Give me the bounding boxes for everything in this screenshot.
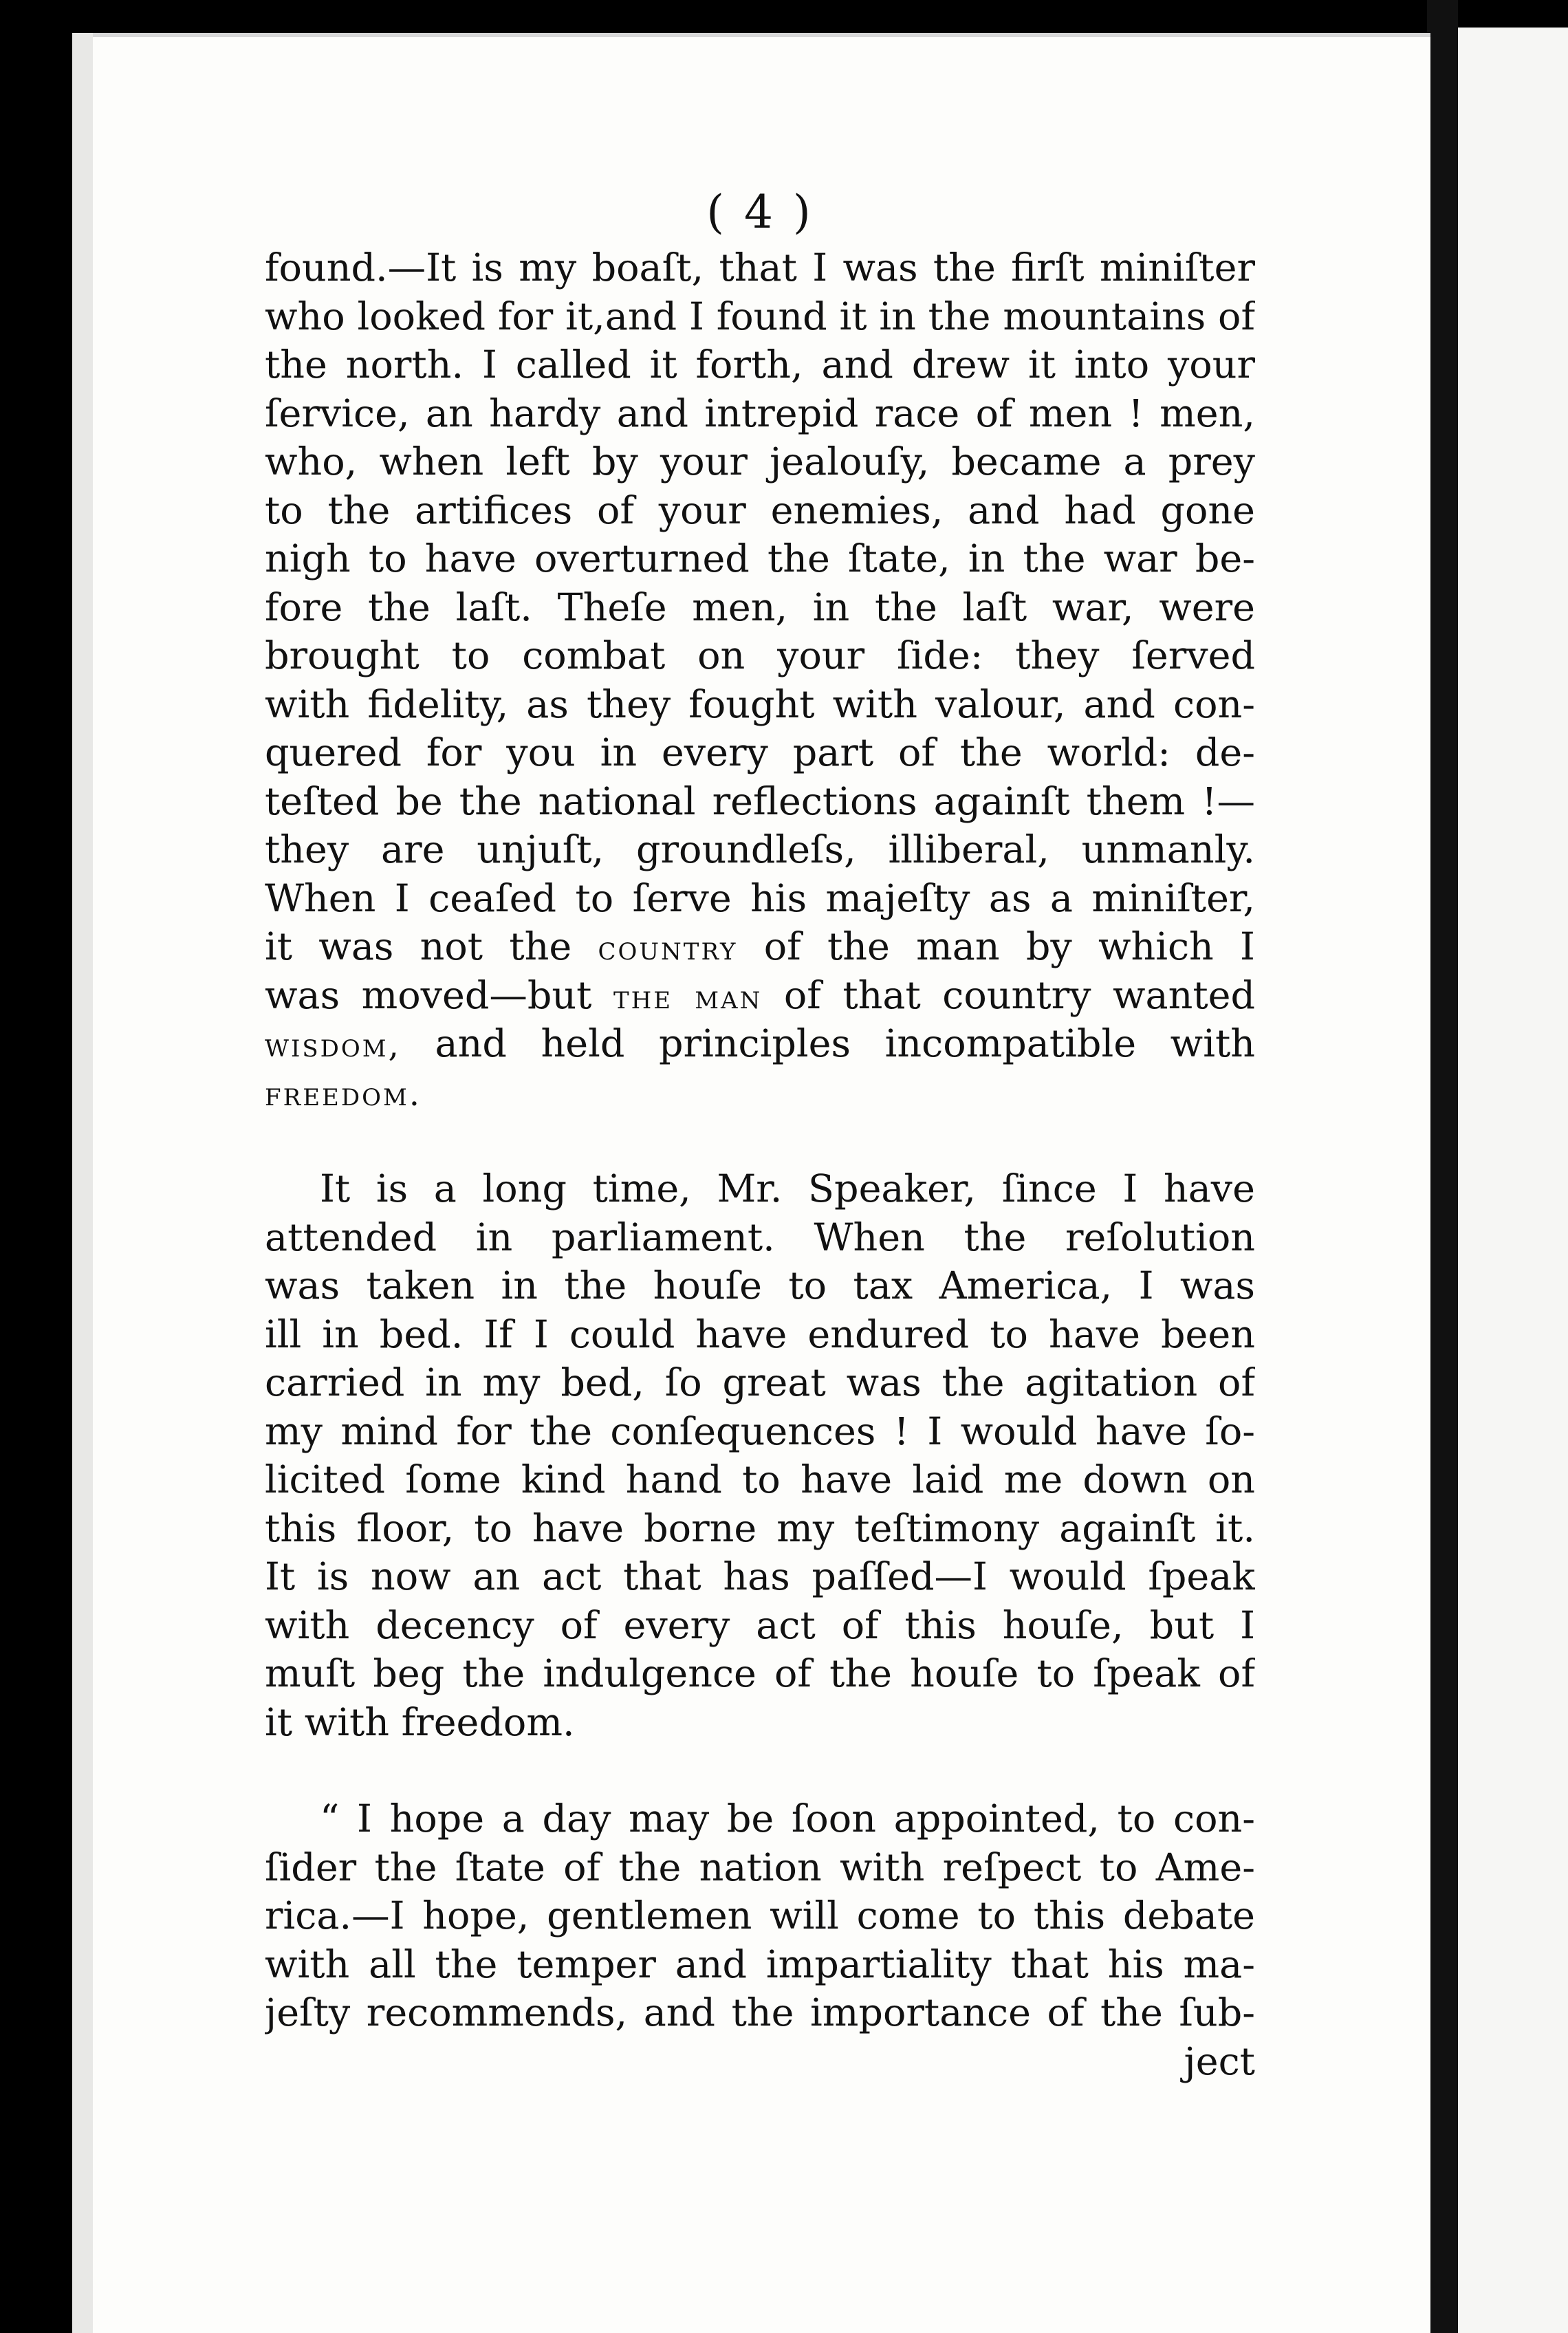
text-line: brought to combat on your ſide: they ſerved — [265, 633, 1255, 678]
text-line: fore the laſt. Theſe men, in the laſt war, were — [265, 585, 1255, 630]
text-line: rica.—I hope, gentlemen will come to this debate — [265, 1893, 1255, 1938]
text-line: When I ceaſed to ſerve his majeſty as a miniſter, — [265, 876, 1255, 921]
text-line: found.—It is my boaſt, that I was the firſt miniſter — [265, 246, 1255, 290]
text-line — [265, 1020, 1255, 1069]
text-line: ſider the ſtate of the nation with reſpect to Ame- — [265, 1845, 1255, 1890]
text-line: they are unjuſt, groundleſs, illiberal, unmanly. — [265, 827, 1255, 872]
text-line: this floor, to have borne my teſtimony againſt it. — [265, 1506, 1255, 1551]
small-caps-word: the man — [613, 977, 763, 1017]
text-line: was taken in the houſe to tax America, I was — [265, 1263, 1255, 1308]
paragraph — [265, 1795, 1255, 2038]
text-line: quered for you in every part of the world: de- — [265, 730, 1255, 775]
text-line: with decency of every act of this houſe, but I — [265, 1603, 1255, 1648]
page-left-edge — [72, 33, 93, 2333]
text-line — [265, 923, 1255, 972]
text-line: to the artifices of your enemies, and had gone — [265, 488, 1255, 533]
text-line: It is a long time, Mr. Speaker, ſince I have — [320, 1166, 1255, 1211]
text-span: and held principles incompatible with — [400, 1021, 1255, 1066]
next-page-edge — [1458, 28, 1568, 2333]
book-spine — [1427, 0, 1458, 2333]
text-line: with fidelity, as they fought with valour, and con- — [265, 682, 1255, 727]
text-line — [265, 1069, 1255, 1118]
text-span: was moved—but — [265, 973, 613, 1018]
paragraph-gap — [265, 1747, 1255, 1795]
paragraph — [265, 244, 1255, 1117]
text-line — [265, 972, 1255, 1021]
text-line: muſt beg the indulgence of the houſe to ſpeak of — [265, 1651, 1255, 1696]
small-caps-word: freedom. — [265, 1074, 422, 1114]
text-line: with all the temper and impartiality that his ma- — [265, 1942, 1255, 1987]
text-line: “ I hope a day may be ſoon appointed, to con- — [320, 1797, 1255, 1841]
text-span: it was not the — [265, 924, 598, 969]
text-line: who, when left by your jealouſy, became a prey — [265, 440, 1255, 484]
text-line: licited ſome kind hand to have laid me down on — [265, 1457, 1255, 1502]
paragraph-gap — [265, 1117, 1255, 1165]
text-line: It is now an act that has paſſed—I would ſpeak — [265, 1554, 1255, 1599]
text-line: teſted be the national reflections againſt them !— — [265, 779, 1255, 824]
text-line: ſervice, an hardy and intrepid race of men ! men, — [265, 391, 1255, 436]
catchword: ject — [1184, 2039, 1255, 2084]
text-line: who looked for it,and I found it in the mountains of — [265, 294, 1255, 339]
small-caps-word: country — [598, 929, 738, 968]
page-text — [265, 186, 1255, 2086]
text-line: my mind for the conſequences ! I would have ſo- — [265, 1409, 1255, 1454]
text-line: the north. I called it forth, and drew it into your — [265, 343, 1255, 387]
text-line: carried in my bed, ſo great was the agitation of — [265, 1360, 1255, 1405]
text-line: attended in parliament. When the reſolution — [265, 1215, 1255, 1260]
text-span: of the man by which I — [737, 924, 1255, 969]
text-line: jeſty recommends, and the importance of the ſub- — [265, 1990, 1255, 2035]
text-span: of that country wanted — [762, 973, 1255, 1018]
page-number: ( 4 ) — [706, 186, 814, 239]
text-line: ill in bed. If I could have endured to have been — [265, 1312, 1255, 1357]
paragraph — [265, 1165, 1255, 1747]
small-caps-word: wisdom, — [265, 1026, 401, 1065]
text-line: nigh to have overturned the ſtate, in the war be- — [265, 536, 1255, 581]
text-line: it with freedom. — [265, 1700, 575, 1745]
